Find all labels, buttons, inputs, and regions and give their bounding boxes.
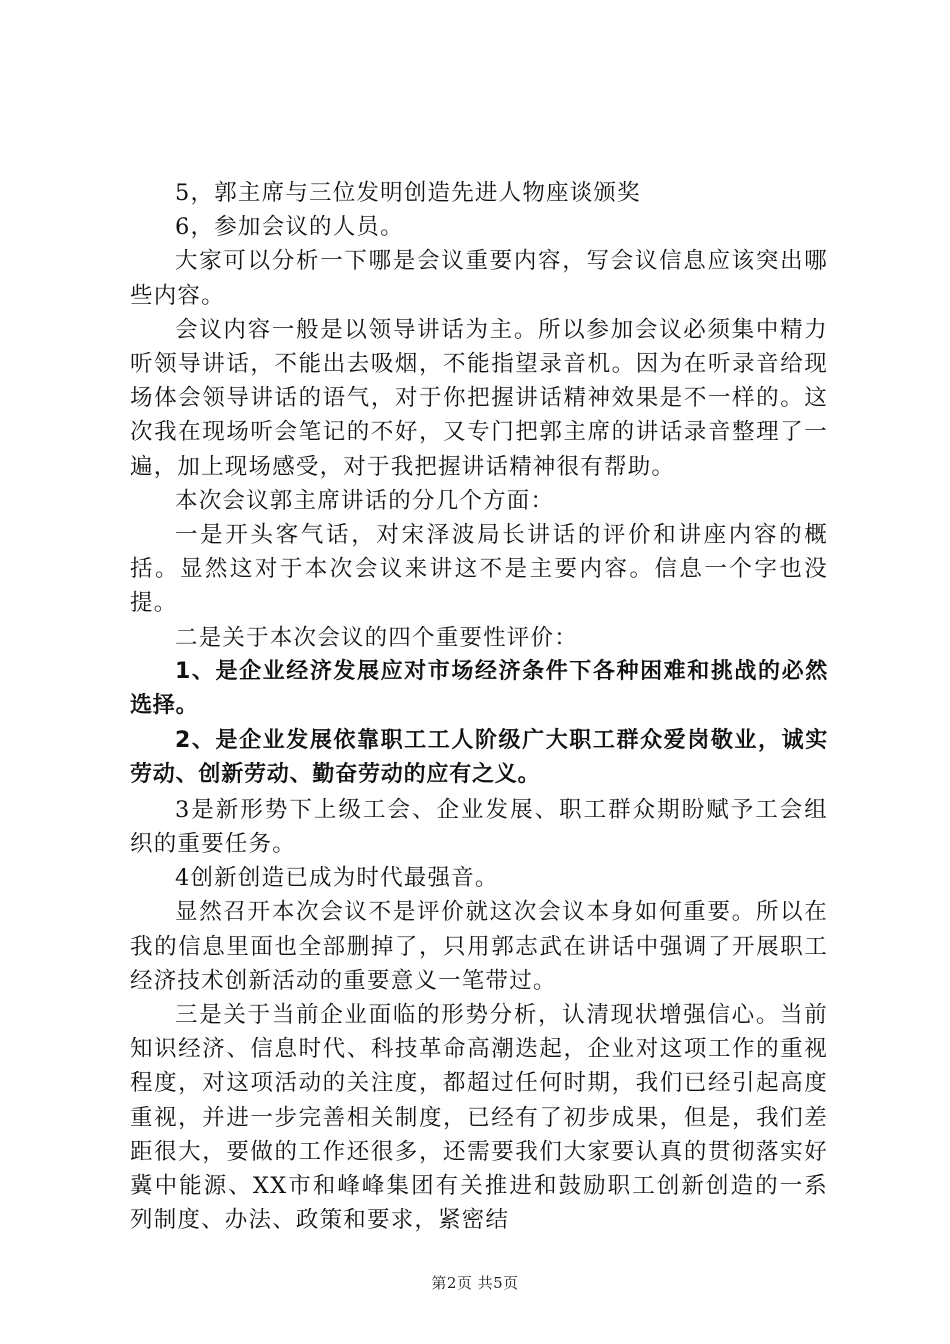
bold-paragraph: 2、是企业发展依靠职工工人阶级广大职工群众爱岗敬业，诚实劳动、创新劳动、勤奋劳动的应有之义。 bbox=[130, 727, 828, 788]
document-body bbox=[130, 176, 828, 1237]
bold-paragraph: 1、是企业经济发展应对市场经济条件下各种困难和挑战的必然选择。 bbox=[130, 658, 828, 719]
paragraph: 一是开头客气话，对宋泽波局长讲话的评价和讲座内容的概括。显然这对于本次会议来讲这不是主要内容。信息一个字也没提。 bbox=[130, 522, 828, 617]
paragraph: 显然召开本次会议不是评价就这次会议本身如何重要。所以在我的信息里面也全部删掉了，只用郭志武在讲话中强调了开展职工经济技术创新活动的重要意义一笔带过。 bbox=[130, 899, 828, 994]
paragraph: 4创新创造已成为时代最强音。 bbox=[175, 865, 499, 892]
paragraph: 三是关于当前企业面临的形势分析，认清现状增强信心。当前知识经济、信息时代、科技革命高潮迭起，企业对这项工作的重视程度，对这项活动的关注度，都超过任何时期，我们已经引起高度重视，并进一步完善相关制度，已经有了初步成果，但是，我们差距很大，要做的工作还很多，还需要我们大家要认真的贯彻落实好冀中能源、XX市和峰峰集团有关推进和鼓励职工创新创造的一系列制度、办法、政策和要求，紧密结 bbox=[130, 1002, 828, 1234]
paragraph: 6，参加会议的人员。 bbox=[175, 214, 404, 241]
paragraph: 二是关于本次会议的四个重要性评价： bbox=[175, 624, 578, 651]
paragraph: 会议内容一般是以领导讲话为主。所以参加会议必须集中精力听领导讲话，不能出去吸烟，不能指望录音机。因为在听录音给现场体会领导讲话的语气，对于你把握讲话精神效果是不一样的。这次我在现场听会笔记的不好，又专门把郭主席的讲话录音整理了一遍，加上现场感受，对于我把握讲话精神很有帮助。 bbox=[130, 316, 828, 480]
page-footer: 第2页 共5页 bbox=[431, 1274, 519, 1292]
paragraph: 本次会议郭主席讲话的分几个方面： bbox=[175, 487, 555, 514]
paragraph: 大家可以分析一下哪是会议重要内容，写会议信息应该突出哪些内容。 bbox=[130, 248, 828, 309]
paragraph: 5，郭主席与三位发明创造先进人物座谈颁奖 bbox=[175, 180, 641, 206]
paragraph: 3是新形势下上级工会、企业发展、职工群众期盼赋予工会组织的重要任务。 bbox=[130, 796, 828, 858]
